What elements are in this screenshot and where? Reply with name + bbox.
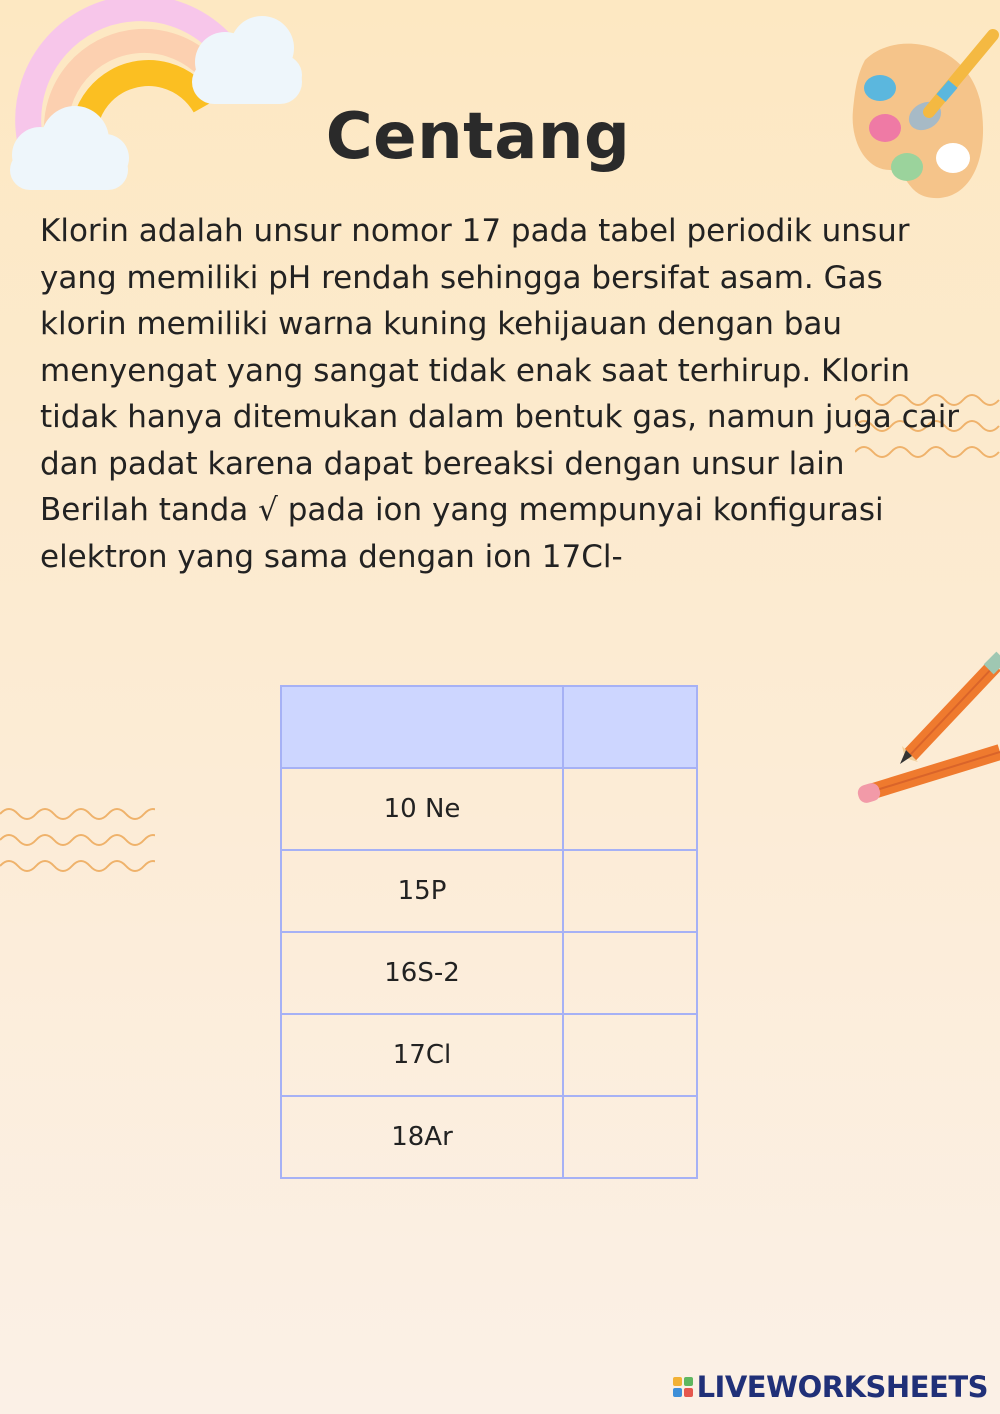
passage-instruction: Berilah tanda √ pada ion yang mempunyai konfigurasi elektron yang sama dengan ion 17Cl- bbox=[40, 492, 884, 575]
check-cell[interactable] bbox=[563, 1096, 697, 1178]
table-row bbox=[281, 1014, 697, 1096]
ion-label: 17Cl bbox=[281, 1014, 563, 1096]
page-title: Centang bbox=[325, 100, 631, 174]
pencils-icon bbox=[850, 640, 1000, 815]
header-cell-check bbox=[563, 686, 697, 768]
table-row bbox=[281, 850, 697, 932]
check-cell[interactable] bbox=[563, 932, 697, 1014]
ion-label: 10 Ne bbox=[281, 768, 563, 850]
table-header-row bbox=[281, 686, 697, 768]
table-row bbox=[281, 1096, 697, 1178]
check-cell[interactable] bbox=[563, 1014, 697, 1096]
liveworksheets-logo-icon bbox=[673, 1377, 693, 1397]
ion-label: 16S-2 bbox=[281, 932, 563, 1014]
ion-label: 15P bbox=[281, 850, 563, 932]
header-cell-ion bbox=[281, 686, 563, 768]
brand-logo bbox=[673, 1370, 988, 1404]
table-row bbox=[281, 932, 697, 1014]
check-cell[interactable] bbox=[563, 850, 697, 932]
ion-label: 18Ar bbox=[281, 1096, 563, 1178]
passage bbox=[40, 208, 970, 580]
brand-name: LIVEWORKSHEETS bbox=[696, 1370, 988, 1404]
wavy-lines-icon bbox=[0, 800, 155, 880]
table-row bbox=[281, 768, 697, 850]
answer-table bbox=[280, 685, 698, 1179]
check-cell[interactable] bbox=[563, 768, 697, 850]
passage-intro: Klorin adalah unsur nomor 17 pada tabel periodik unsur yang memiliki pH rendah sehingga bersifat asam. Gas klorin memiliki warna kuning kehijauan dengan bau menyengat yang sangat tidak enak saat terhirup. Klorin tidak hanya ditemukan dalam bentuk gas, namun juga cair dan padat karena dapat bereaksi dengan unsur lain bbox=[40, 213, 960, 482]
